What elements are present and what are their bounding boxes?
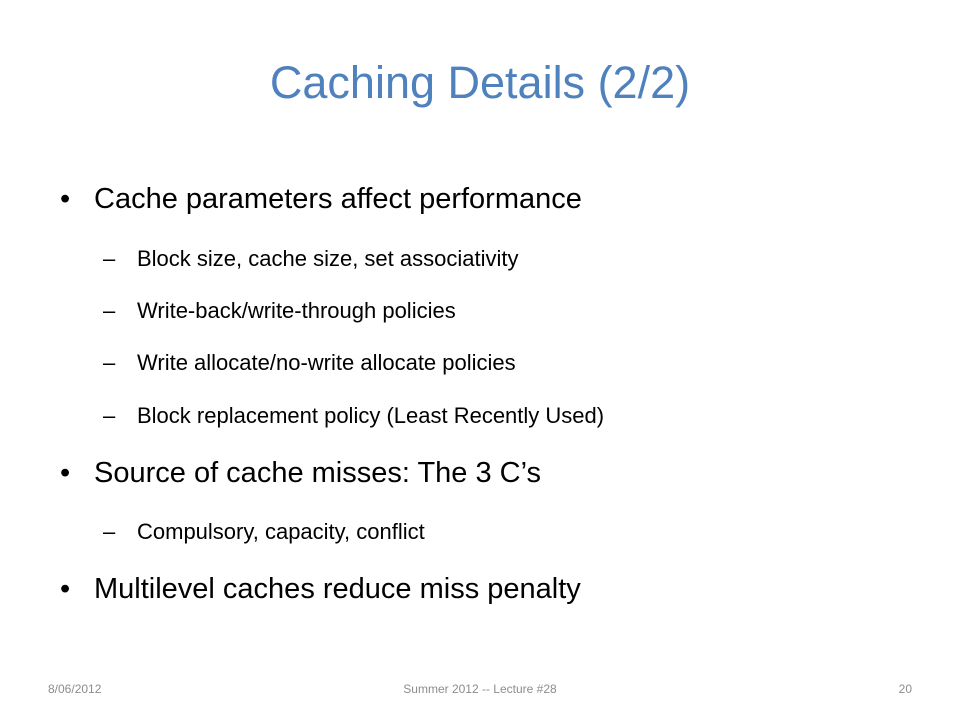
dash-icon: – [103,246,116,271]
slide-title: Caching Details (2/2) [269,57,691,108]
bullet-dot-icon: • [60,573,71,605]
bullet-text: Source of cache misses: The 3 C’s [94,457,542,489]
footer-course: Summer 2012 -- Lecture #28 [403,682,557,696]
sub-bullet-text: Write allocate/no-write allocate policies [137,350,516,375]
footer-date: 8/06/2012 [48,682,102,696]
bullet-dot-icon: • [60,457,71,489]
dash-icon: – [103,403,116,428]
sub-bullet-text: Compulsory, capacity, conflict [137,519,425,544]
dash-icon: – [103,519,116,544]
slide-number: 20 [898,682,912,696]
sub-bullet-text: Write-back/write-through policies [137,298,456,323]
sub-bullet-text: Block replacement policy (Least Recently Used) [137,403,605,428]
dash-icon: – [103,350,116,375]
bullet-text: Cache parameters affect performance [94,183,582,215]
sub-bullet-text: Block size, cache size, set associativity [137,246,519,271]
bullet-dot-icon: • [60,183,71,215]
bullet-text: Multilevel caches reduce miss penalty [94,573,581,605]
dash-icon: – [103,298,116,323]
